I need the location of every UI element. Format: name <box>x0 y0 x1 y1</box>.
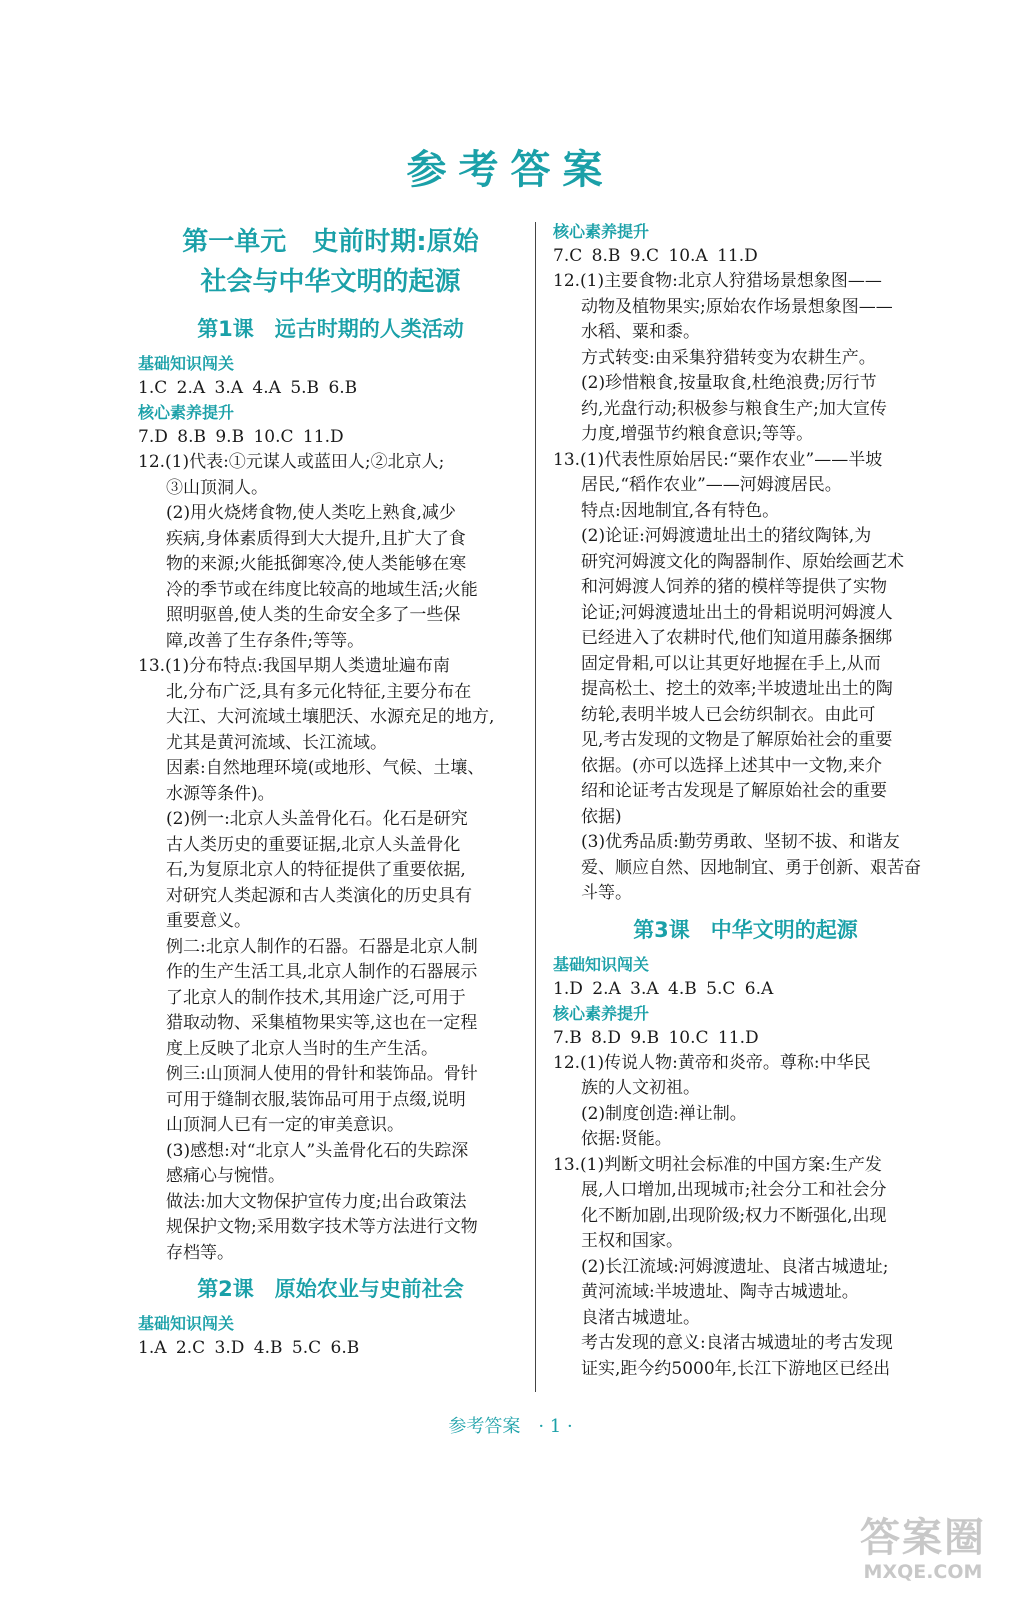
answer-line: 研究河姆渡文化的陶器制作、原始绘画艺术 <box>581 551 904 572</box>
answer-line: 良渚古城遗址。 <box>581 1307 700 1328</box>
answer-line: 物的来源;火能抵御寒冷,使人类能够在寒 <box>166 554 467 574</box>
answer-line: 做法:加大文物保护宣传力度;出台政策法 <box>166 1191 467 1212</box>
answer-line: (2)珍惜粮食,按量取食,杜绝浪费;厉行节 <box>581 373 877 393</box>
answer-line: 照明驱兽,使人类的生命安全多了一些保 <box>166 605 461 625</box>
left-column <box>138 220 523 1361</box>
question-13 <box>553 1153 938 1383</box>
answer-line: 方式转变:由采集狩猎转变为农耕生产。 <box>581 347 876 368</box>
page-title: 参考答案 <box>406 147 615 193</box>
right-column <box>553 220 938 1382</box>
answer-line: 黄河流域:半坡遗址、陶寺古城遗址。 <box>581 1282 859 1302</box>
answer-line: 绍和论证考古发现是了解原始社会的重要 <box>581 781 887 801</box>
answer-line: 13.(1)代表性原始居民:“粟作农业”——半坡 <box>553 449 883 470</box>
core-answers: 7.B 8.D 9.B 10.C 11.D <box>553 1027 759 1048</box>
question-12 <box>553 269 938 448</box>
answer-line: (3)优秀品质:勤劳勇敢、坚韧不拔、和谐友 <box>581 832 900 852</box>
watermark-logo <box>838 1515 1008 1587</box>
answer-line: 纺轮,表明半坡人已会纺织制衣。由此可 <box>581 704 876 725</box>
answer-line: 水稻、粟和黍。 <box>581 322 700 342</box>
question-12 <box>553 1051 938 1153</box>
answer-line: 水源等条件)。 <box>166 783 275 804</box>
answer-line: 爱、顺应自然、因地制宜、勇于创新、艰苦奋 <box>581 857 921 878</box>
answer-line: 固定骨耜,可以让其更好地握在手上,从而 <box>581 653 881 674</box>
section-basic-label: 基础知识闯关 <box>138 354 235 373</box>
basic-answers: 1.D 2.A 3.A 4.B 5.C 6.A <box>553 978 774 999</box>
answer-line: 力度,增强节约粮食意识;等等。 <box>581 424 814 444</box>
answer-line: 例三:山顶洞人使用的骨针和装饰品。骨针 <box>166 1064 478 1084</box>
answer-line: 提高松土、挖土的效率;半坡遗址出土的陶 <box>581 679 893 699</box>
answer-line: 特点:因地制宜,各有特色。 <box>581 500 780 521</box>
answer-line: 规保护文物;采用数字技术等方法进行文物 <box>166 1217 478 1237</box>
answer-line: (3)感想:对“北京人”头盖骨化石的失踪深 <box>166 1140 469 1161</box>
unit-title-line: 社会与中华文明的起源 <box>200 267 461 297</box>
answer-line: 猎取动物、采集植物果实等,这也在一定程 <box>166 1013 478 1033</box>
answer-line: 因素:自然地理环境(或地形、气候、土壤、 <box>166 758 485 778</box>
answer-line: 王权和国家。 <box>581 1231 683 1251</box>
answer-line: 论证;河姆渡遗址出土的骨耜说明河姆渡人 <box>581 602 893 623</box>
section-basic-label: 基础知识闯关 <box>138 1314 235 1333</box>
answer-line: (2)例一:北京人头盖骨化石。化石是研究 <box>166 809 468 829</box>
section-basic-label: 基础知识闯关 <box>553 954 650 974</box>
answer-line: 北,分布广泛,具有多元化特征,主要分布在 <box>166 681 472 702</box>
column-divider <box>535 222 536 1392</box>
answer-line: 作的生产生活工具,北京人制作的石器展示 <box>166 962 478 982</box>
answer-line: (2)制度创造:禅让制。 <box>581 1103 747 1124</box>
answer-line: 了北京人的制作技术,其用途广泛,可用于 <box>166 987 466 1008</box>
answer-line: 化不断加剧,出现阶级;权力不断强化,出现 <box>581 1205 887 1226</box>
question-12 <box>138 450 523 654</box>
answer-line: 12.(1)主要食物:北京人狩猎场景想象图—— <box>553 271 882 291</box>
answer-line: 障,改善了生存条件;等等。 <box>166 630 365 651</box>
answer-line: 依据:贤能。 <box>581 1129 672 1149</box>
answer-line: 13.(1)判断文明社会标准的中国方案:生产发 <box>553 1154 882 1175</box>
lesson-1-title: 第1课 远古时期的人类活动 <box>197 317 464 341</box>
watermark-logo-text: 答案圈 <box>860 1515 986 1561</box>
answer-line: 族的人文初祖。 <box>581 1078 700 1098</box>
core-answers: 7.D 8.B 9.B 10.C 11.D <box>138 427 344 447</box>
answer-line: (2)论证:河姆渡遗址出土的猪纹陶钵,为 <box>581 526 872 546</box>
answer-line: 石,为复原北京人的特征提供了重要依据, <box>166 860 466 880</box>
answer-line: 古人类历史的重要证据,北京人头盖骨化 <box>166 834 461 855</box>
section-core-label: 核心素养提升 <box>553 1003 650 1023</box>
answer-line: 对研究人类起源和古人类演化的历史具有 <box>166 885 472 906</box>
unit-title-line: 第一单元 史前时期:原始 <box>182 227 479 257</box>
answer-line: (2)长江流域:河姆渡遗址、良渚古城遗址; <box>581 1256 889 1277</box>
answer-line: 尤其是黄河流域、长江流域。 <box>166 732 387 753</box>
answer-line: 山顶洞人已有一定的审美意识。 <box>166 1115 404 1135</box>
answer-line: 依据。(亦可以选择上述其中一文物,来介 <box>581 755 883 776</box>
answer-line: 依据) <box>581 806 622 827</box>
answer-line: 和河姆渡人饲养的猪的模样等提供了实物 <box>581 577 887 597</box>
answer-line: ③山顶洞人。 <box>166 477 268 498</box>
answer-line: 可用于缝制衣服,装饰品可用于点缀,说明 <box>166 1089 466 1110</box>
answer-line: 13.(1)分布特点:我国早期人类遗址遍布南 <box>138 656 450 676</box>
answer-line: 疾病,身体素质得到大大提升,且扩大了食 <box>166 528 466 549</box>
answer-line: 度上反映了北京人当时的生产生活。 <box>166 1038 438 1059</box>
page-footer: 参考答案 · 1 · <box>448 1416 573 1437</box>
answer-line: 大江、大河流域土壤肥沃、水源充足的地方, <box>166 707 495 727</box>
answer-line: 冷的季节或在纬度比较高的地域生活;火能 <box>166 579 478 600</box>
basic-answers: 1.C 2.A 3.A 4.A 5.B 6.B <box>138 378 358 398</box>
answer-line: 见,考古发现的文物是了解原始社会的重要 <box>581 730 893 750</box>
answer-line: 12.(1)传说人物:黄帝和炎帝。尊称:中华民 <box>553 1052 871 1073</box>
lesson-3-title: 第3课 中华文明的起源 <box>633 917 858 942</box>
unit-title <box>138 222 523 302</box>
lesson-2-title: 第2课 原始农业与史前社会 <box>197 1277 464 1301</box>
answer-line: 考古发现的意义:良渚古城遗址的考古发现 <box>581 1333 893 1353</box>
answer-line: 证实,距今约5000年,长江下游地区已经出 <box>581 1358 891 1379</box>
answer-line: (2)用火烧烤食物,使人类吃上熟食,减少 <box>166 503 456 523</box>
answer-line: 例二:北京人制作的石器。石器是北京人制 <box>166 936 478 957</box>
answer-line: 动物及植物果实;原始农作场景想象图—— <box>581 296 893 317</box>
answer-line: 斗等。 <box>581 883 632 903</box>
answer-line: 居民,“稻作农业”——河姆渡居民。 <box>581 475 842 495</box>
core-answers: 7.C 8.B 9.C 10.A 11.D <box>553 246 758 266</box>
answer-line: 约,光盘行动;积极参与粮食生产;加大宣传 <box>581 398 887 419</box>
section-core-label: 核心素养提升 <box>138 403 235 422</box>
answer-line: 存档等。 <box>166 1242 234 1263</box>
answer-line: 12.(1)代表:①元谋人或蓝田人;②北京人; <box>138 452 445 472</box>
question-13 <box>553 448 938 907</box>
basic-answers: 1.A 2.C 3.D 4.B 5.C 6.B <box>138 1338 360 1358</box>
answer-line: 重要意义。 <box>166 911 251 931</box>
answer-line: 感痛心与惋惜。 <box>166 1166 285 1186</box>
watermark-url: MXQE.COM <box>863 1561 983 1583</box>
section-core-label: 核心素养提升 <box>553 222 650 241</box>
question-13 <box>138 654 523 1266</box>
answer-line: 已经进入了农耕时代,他们知道用藤条捆绑 <box>581 628 893 648</box>
answer-line: 展,人口增加,出现城市;社会分工和社会分 <box>581 1180 887 1200</box>
